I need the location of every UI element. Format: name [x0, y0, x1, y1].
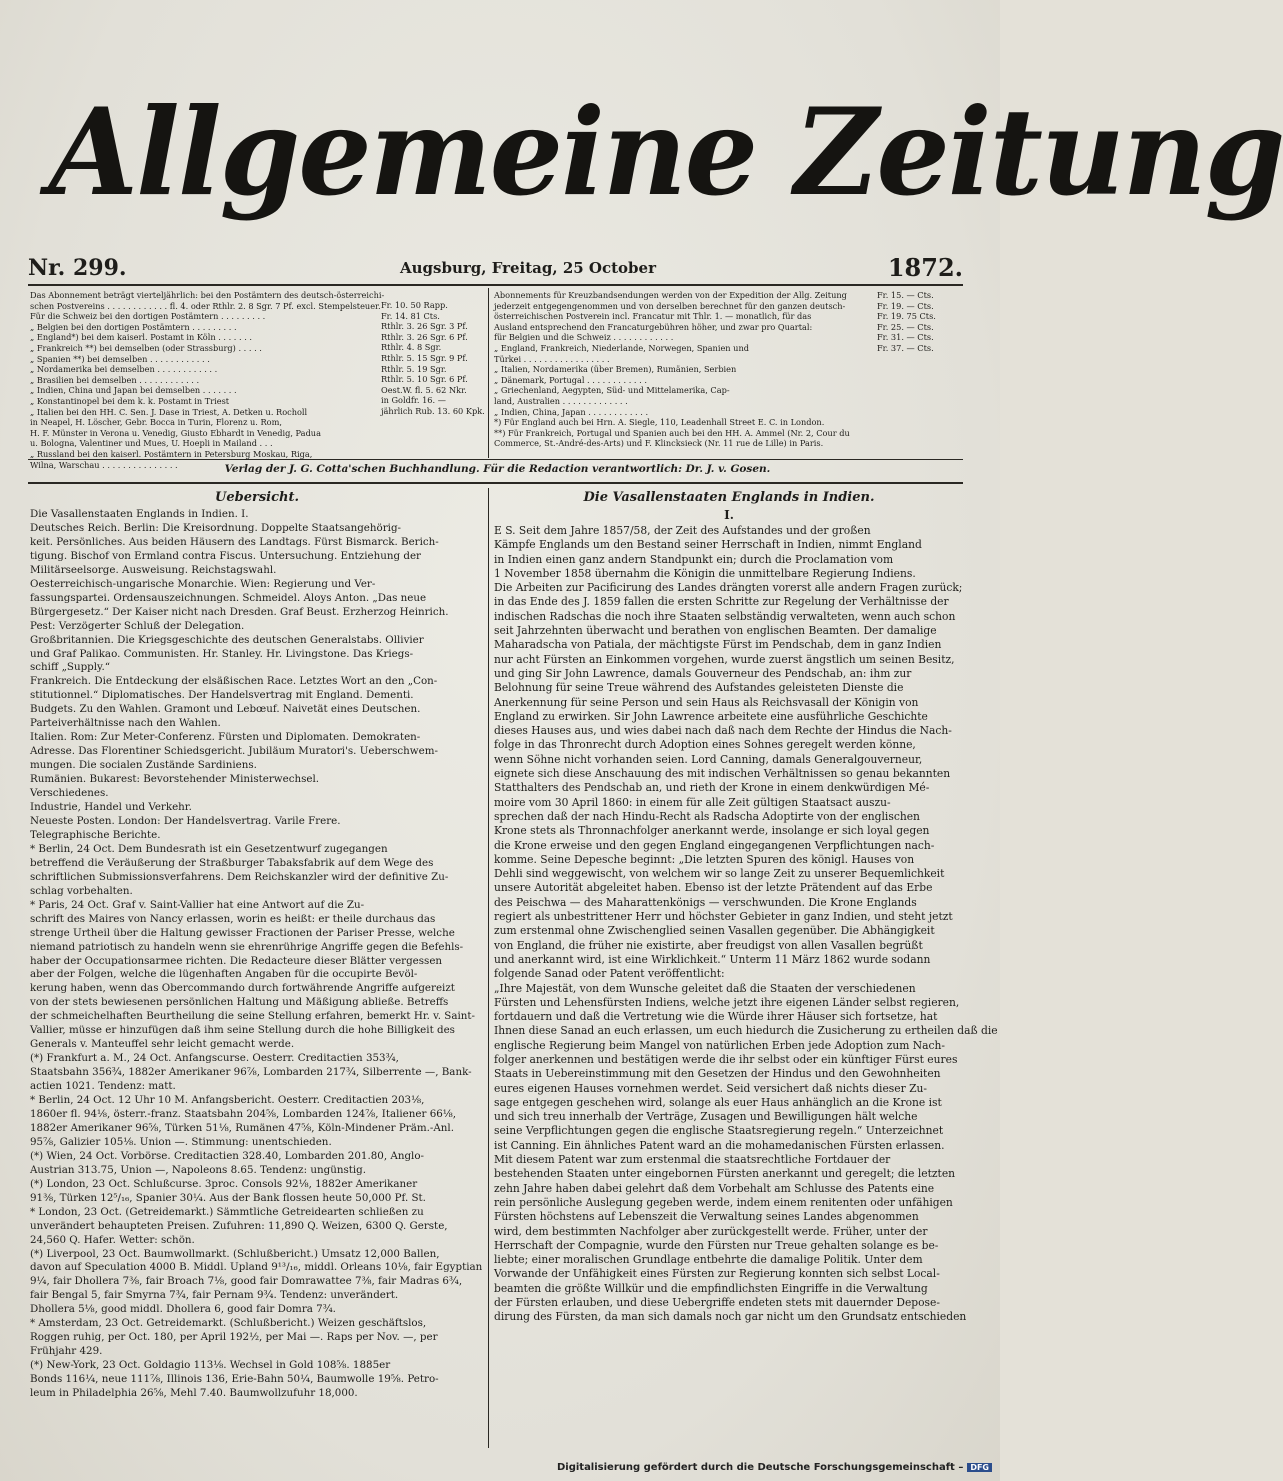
publisher-rule-top: [28, 459, 963, 460]
text-line: Mit diesem Patent war zum erstenmal die staatsrechtliche Fortdauer der: [494, 1153, 891, 1167]
text-line: Budgets. Zu den Wahlen. Gramont und Lebœuf. Naivetät eines Deutschen.: [30, 703, 421, 716]
dateline-rule: [28, 284, 963, 286]
issue-year: 1872.: [887, 253, 963, 282]
publisher-rule-bottom: [28, 482, 963, 484]
text-line: seit Jahrzehnten überwacht und berathen von englischen Beamten. Der damalige: [494, 624, 937, 638]
issue-number: Nr. 299.: [28, 255, 127, 281]
subscription-rates-right: [494, 290, 876, 460]
price-line: Fr. 10. 50 Rapp.: [381, 300, 448, 310]
text-line: „Ihre Majestät, von dem Wunsche geleitet daß die Staaten der verschiedenen: [494, 981, 916, 995]
text-line: Kämpfe Englands um den Bestand seiner Herrschaft in Indien, nimmt England: [494, 538, 922, 552]
text-line: bestehenden Staaten unter eingebornen Fürsten anerkannt und geregelt; die letzten: [494, 1167, 956, 1181]
text-line: Vorwande der Unfähigkeit eines Fürsten zur Regierung konnten sich selbst Local-: [494, 1267, 940, 1281]
text-line: Rumänien. Bukarest: Bevorstehender Ministerwechsel.: [30, 773, 320, 786]
text-line: unverändert behaupteten Preisen. Zufuhren: 11,890 Q. Weizen, 6300 Q. Gerste,: [30, 1219, 448, 1232]
text-line: * Amsterdam, 23 Oct. Getreidemarkt. (Schlußbericht.) Weizen geschäftslos,: [30, 1317, 427, 1330]
text-line: Parteiverhältnisse nach den Wahlen.: [30, 717, 221, 730]
text-line: dirung des Fürsten, da man sich damals noch gar nicht um den Grundsatz entschieden: [494, 1310, 967, 1324]
text-line: Vallier, müsse er hinzufügen daß ihm seine Stellung durch die hohe Billigkeit des: [30, 1024, 455, 1037]
digitization-footer: [557, 1462, 992, 1473]
subscription-line: Wilna, Warschau . . . . . . . . . . . . . . .: [30, 459, 178, 470]
text-line: folgende Sanad oder Patent veröffentlicht:: [494, 967, 725, 981]
text-line: beamten die größte Willkür und die empfindlichsten Eingriffe in die Verwaltung: [494, 1281, 928, 1295]
price-line: in Goldfr. 16. —: [381, 395, 446, 406]
text-line: 1882er Amerikaner 96⅝, Türken 51⅛, Rumänen 47⅝, Köln-Mindener Präm.-Anl.: [30, 1121, 454, 1134]
text-line: in das Ende des J. 1859 fallen die ersten Schritte zur Regelung der Verhältnisse der: [494, 595, 949, 609]
text-line: (*) Liverpool, 23 Oct. Baumwollmarkt. (Schlußbericht.) Umsatz 12,000 Ballen,: [30, 1247, 440, 1260]
subscription-line: für Belgien und die Schweiz . . . . . . . . . . . .: [494, 332, 674, 343]
text-line: leum in Philadelphia 26⅝, Mehl 7.40. Baumwollzufuhr 18,000.: [30, 1387, 358, 1400]
text-line: 1 November 1858 übernahm die Königin die unmittelbare Regierung Indiens.: [494, 566, 916, 580]
text-line: eignete sich diese Anschauung des mit indischen Verhältnissen so genau bekannten: [494, 767, 951, 781]
text-line: Ihnen diese Sanad an euch erlassen, um euch hiedurch die Zusicherung zu ertheilen daß die: [494, 1024, 998, 1038]
text-line: Dhollera 5⅛, good middl. Dhollera 6, good fair Domra 7¾.: [30, 1303, 336, 1316]
text-line: Frankreich. Die Entdeckung der elsäßischen Race. Letztes Wort an den „Con-: [30, 675, 438, 688]
text-line: Die Vasallenstaaten Englands in Indien. I.: [30, 508, 249, 520]
text-line: liebte; einer moralischen Grundlage entbehrte die damalige Politik. Unter dem: [494, 1253, 923, 1267]
text-line: komme. Seine Depesche beginnt: „Die letzten Spuren des königl. Hauses von: [494, 852, 915, 866]
text-line: die Krone erweise und den gegen England eingegangenen Verpflichtungen nach-: [494, 838, 935, 852]
text-line: Herrschaft der Compagnie, wurde den Fürsten nur Treue gehalten solange es be-: [494, 1238, 939, 1252]
left-column-text: [30, 508, 484, 1401]
text-line: wenn Söhne nicht vorhanden seien. Lord Canning, damals Generalgouverneur,: [494, 752, 923, 766]
text-line: sprechen daß der nach Hindu-Recht als Radscha Adoptirte von der englischen: [494, 809, 920, 823]
text-line: Austrian 313.75, Union —, Napoleons 8.65. Tendenz: ungünstig.: [30, 1163, 367, 1176]
price-line: Rthlr. 5. 15 Sgr. 9 Pf.: [381, 352, 468, 363]
price-line: Rthlr. 5. 19 Sgr.: [381, 363, 447, 374]
text-line: regiert als unbestrittener Herr und höchster Gebieter in ganz Indien, und steht jetzt: [494, 910, 953, 924]
subscription-line: „ England*) bei dem kaiserl. Postamt in Köln . . . . . . .: [30, 332, 253, 343]
subscription-line: Das Abonnement beträgt vierteljährlich: bei den Postämtern des deutsch-österreichi-: [30, 290, 385, 300]
text-line: in Indien einen ganz andern Standpunkt ein; durch die Proclamation vom: [494, 552, 894, 566]
price-line: Fr. 19. — Cts.: [877, 300, 934, 311]
text-line: Militärseelsorge. Ausweisung. Reichstagswahl.: [30, 563, 277, 576]
text-line: Bonds 116¼, neue 111⅞, Illinois 136, Erie-Bahn 50¼, Baumwolle 19⅝. Petro-: [30, 1373, 439, 1386]
text-line: der Fürsten erlauben, und diese Uebergriffe endeten stets mit dauernder Depose-: [494, 1296, 940, 1310]
text-line: 95⅞, Galizier 105⅛. Union —. Stimmung: unentschieden.: [30, 1135, 332, 1148]
text-line: (*) Frankfurt a. M., 24 Oct. Anfangscurse. Oesterr. Creditactien 353¾,: [30, 1052, 399, 1065]
price-line: Rthlr. 5. 10 Sgr. 6 Pf.: [381, 374, 468, 385]
subscription-line: „ Indien, China und Japan bei demselben . . . . . . .: [30, 385, 237, 396]
text-line: * Berlin, 24 Oct. 12 Uhr 10 M. Anfangsbericht. Oesterr. Creditactien 203⅛,: [30, 1094, 425, 1107]
subscription-prices-left: [381, 300, 485, 417]
text-line: Staats in Uebereinstimmung mit den Gesetzen der Hindus und den Gewohnheiten: [494, 1067, 941, 1081]
subscription-line: „ Dänemark, Portugal . . . . . . . . . . . .: [494, 374, 647, 385]
text-line: Maharadscha von Patiala, der mächtigste Fürst im Pendschab, dem in ganz Indien: [494, 638, 942, 652]
subscription-prices-right: [877, 290, 963, 354]
subscription-line: „ Indien, China, Japan . . . . . . . . . . . .: [494, 406, 649, 417]
text-line: kerung haben, wenn das Obercommando durch fortwährende Angriffe aufgereizt: [30, 982, 455, 995]
text-line: Die Arbeiten zur Pacificirung des Landes drängten vorerst alle andern Fragen zurück;: [494, 581, 963, 595]
text-line: von der stets bewiesenen persönlichen Haltung und Mäßigung abließe. Betreffs: [30, 996, 449, 1009]
price-line: Rthlr. 3. 26 Sgr. 6 Pf.: [381, 331, 468, 342]
subscription-line: Türkei . . . . . . . . . . . . . . . . .: [494, 353, 610, 364]
text-line: haber der Occupationsarmee richten. Die Redacteure dieser Blätter vergessen: [30, 954, 443, 967]
text-line: Telegraphische Berichte.: [30, 828, 161, 841]
subscription-line: „ Brasilien bei demselben . . . . . . . . . . . .: [30, 374, 200, 385]
text-line: Neueste Posten. London: Der Handelsvertrag. Varile Frere.: [30, 814, 341, 827]
column-divider: [488, 488, 489, 1448]
text-line: Bürgergesetz.“ Der Kaiser nicht nach Dresden. Graf Beust. Erzherzog Heinrich.: [30, 605, 449, 618]
text-line: Fürsten und Lehensfürsten Indiens, welche jetzt ihre eigenen Länder selbst regieren,: [494, 995, 960, 1009]
text-line: Italien. Rom: Zur Meter-Conferenz. Fürsten und Diplomaten. Demokraten-: [30, 731, 421, 744]
overview-heading: Uebersicht.: [215, 490, 299, 505]
text-line: * London, 23 Oct. (Getreidemarkt.) Sämmtliche Getreidearten schließen zu: [30, 1205, 424, 1218]
text-line: und Graf Palikao. Communisten. Hr. Stanley. Hr. Livingstone. Das Kriegs-: [30, 647, 414, 660]
text-line: actien 1021. Tendenz: matt.: [30, 1080, 176, 1093]
text-line: zum erstenmal ohne Zwischenglied seinen Vasallen gegenüber. Die Abhängigkeit: [494, 924, 935, 938]
text-line: Generals v. Manteuffel sehr leicht gemacht werde.: [30, 1038, 295, 1051]
text-line: rein persönliche Auslegung gegeben werde, indem einem renitenten oder unfähigen: [494, 1195, 953, 1209]
text-line: Frühjahr 429.: [30, 1345, 103, 1358]
text-line: E S. Seit dem Jahre 1857/58, der Zeit des Aufstandes und der großen: [494, 524, 871, 537]
price-line: Fr. 19. 75 Cts.: [877, 311, 936, 322]
footer-text: Digitalisierung gefördert durch die Deutsche Forschungsgemeinschaft –: [556, 1462, 964, 1473]
text-line: * Paris, 24 Oct. Graf v. Saint-Vallier hat eine Antwort auf die Zu-: [30, 898, 365, 911]
right-column: [494, 488, 998, 1458]
text-line: Dehli sind weggewischt, von welchem wir so lange Zeit zu unserer Bequemlichkeit: [494, 867, 945, 881]
text-line: (*) New-York, 23 Oct. Goldagio 113⅛. Wechsel in Gold 108⅝. 1885er: [30, 1359, 391, 1372]
text-line: und anerkannt wird, ist eine Wirklichkeit.“ Unterm 11 März 1862 wurde sodann: [494, 952, 931, 966]
text-line: Fürsten höchstens auf Lebenszeit die Verwaltung seines Landes abgenommen: [494, 1210, 919, 1224]
subscription-line: „ Belgien bei den dortigen Postämtern . . . . . . . . .: [30, 321, 237, 332]
price-line: Fr. 37. — Cts.: [877, 342, 934, 353]
text-line: der schmeichelhaften Beurtheilung die seine Stellung erfahren, bemerkt Hr. v. Saint-: [30, 1010, 476, 1023]
dfg-logo: DFG: [967, 1463, 992, 1472]
text-line: schrift des Maires von Nancy erlassen, worin es heißt: er theile durchaus das: [30, 912, 436, 925]
subscription-line: *) Für England auch bei Hrn. A. Siegle, 110, Leadenhall Street E. C. in London.: [494, 417, 825, 428]
subscription-line: „ Nordamerika bei demselben . . . . . . . . . . . .: [30, 364, 218, 375]
subscription-line: u. Bologna, Valentiner und Mues, U. Hoepli in Mailand . . .: [30, 438, 273, 449]
subscription-line: **) Für Frankreich, Portugal und Spanien auch bei den HH. A. Ammel (Nr. 2, Cour du: [494, 427, 850, 438]
text-line: des Peischwa — des Maharattenkönigs — verschwunden. Die Krone Englands: [494, 895, 917, 909]
subscription-divider: [488, 288, 489, 458]
subscription-line: österreichischen Postverein incl. Francatur mit Thlr. 1. — monatlich, für das: [494, 311, 812, 322]
price-line: Oest.W. fl. 5. 62 Nkr.: [381, 384, 467, 395]
price-line: Fr. 15. — Cts.: [877, 290, 934, 300]
text-line: schriftlichen Submissionsverfahrens. Dem Reichskanzler wird der definitive Zu-: [30, 870, 449, 883]
text-line: fair Bengal 5, fair Smyrna 7¾, fair Pernam 9¾. Tendenz: unverändert.: [30, 1289, 399, 1302]
text-line: Anerkennung für seine Person und sein Haus als Reichsvasall der Königin von: [494, 695, 919, 709]
text-line: betreffend die Veräußerung der Straßburger Tabaksfabrik auf dem Wege des: [30, 856, 434, 869]
text-line: (*) London, 23 Oct. Schlußcurse. 3proc. Consols 92⅛, 1882er Amerikaner: [30, 1177, 418, 1190]
subscription-line: Ausland entsprechend den Francaturgebühren höher, und zwar pro Quartal:: [494, 321, 813, 332]
subscription-rates-left: [30, 290, 385, 470]
text-line: sage entgegen geschehen wird, solange als euer Haus anhänglich an die Krone ist: [494, 1095, 942, 1109]
subscription-line: „ Konstantinopel bei dem k. k. Postamt in Triest: [30, 395, 230, 406]
text-line: Roggen ruhig, per Oct. 180, per April 192½, per Mai —. Raps per Nov. —, per: [30, 1331, 438, 1344]
issue-place-date: Augsburg, Freitag, 25 October: [400, 259, 656, 277]
left-column: [30, 488, 484, 1458]
text-line: folge in das Thronrecht durch Adoption eines Sohnes geregelt werden könne,: [494, 738, 916, 752]
subscription-line: „ Spanien **) bei demselben . . . . . . . . . . . .: [30, 353, 210, 364]
text-line: * Berlin, 24 Oct. Dem Bundesrath ist ein Gesetzentwurf zugegangen: [30, 842, 388, 855]
subscription-line: „ Italien, Nordamerika (über Bremen), Rumänien, Serbien: [494, 364, 737, 375]
subscription-line: Für die Schweiz bei den dortigen Postämtern . . . . . . . . .: [30, 311, 266, 322]
text-line: englische Regierung beim Mangel von natürlichen Erben jede Adoption zum Nach-: [494, 1038, 946, 1052]
text-line: England zu erwirken. Sir John Lawrence arbeitete eine ausführliche Geschichte: [494, 709, 928, 723]
price-line: Rthlr. 4. 8 Sgr.: [381, 342, 442, 353]
text-line: strenge Urtheil über die Haltung gewisser Fractionen der Pariser Presse, welche: [30, 926, 455, 939]
text-line: ist Canning. Ein ähnliches Patent ward an die mohamedanischen Fürsten erlassen.: [494, 1138, 945, 1152]
text-line: 91⅜, Türken 12⁵/₁₆, Spanier 30¼. Aus der Bank flossen heute 50,000 Pf. St.: [30, 1191, 426, 1204]
subscription-line: „ Russland bei den kaiserl. Postämtern in Petersburg Moskau, Riga,: [30, 448, 313, 459]
subscription-line: Commerce, St.-André-des-Arts) und F. Klincksieck (Nr. 11 rue de Lille) in Paris.: [494, 438, 824, 449]
subscription-line: Abonnements für Kreuzbandsendungen werden von der Expedition der Allg. Zeitung: [494, 290, 847, 300]
text-line: Großbritannien. Die Kriegsgeschichte des deutschen Generalstabs. Ollivier: [30, 633, 424, 646]
text-line: 9¼, fair Dhollera 7⅜, fair Broach 7⅛, good fair Domrawattee 7⅜, fair Madras 6¾,: [30, 1275, 463, 1288]
subscription-line: schen Postvereins . . . . . . . . . . . . fl. 4. oder Rthlr. 2. 8 Sgr. 7 Pf. excl. Stempelsteuer.: [30, 300, 381, 311]
text-line: wird, dem bestimmten Nachfolger aber zurückgestellt werde. Früher, unter der: [494, 1224, 928, 1238]
dateline: [28, 255, 963, 283]
subscription-line: „ England, Frankreich, Niederlande, Norwegen, Spanien und: [494, 342, 749, 353]
subscription-line: jederzeit entgegengenommen und von derselben berechnet für den ganzen deutsch-: [494, 300, 846, 311]
text-line: tigung. Bischof von Ermland contra Fiscus. Untersuchung. Entziehung der: [30, 549, 421, 562]
text-line: Adresse. Das Florentiner Schiedsgericht. Jubiläum Muratori's. Ueberschwem-: [30, 745, 438, 758]
subscription-line: „ Griechenland, Aegypten, Süd- und Mittelamerika, Cap-: [494, 385, 730, 396]
text-line: und ging Sir John Lawrence, damals Gouverneur des Pendschab, an: ihm zur: [494, 666, 912, 680]
text-line: eures eigenen Hauses vornehmen werdet. Seid versichert daß nichts dieser Zu-: [494, 1081, 928, 1095]
text-line: Deutsches Reich. Berlin: Die Kreisordnung. Doppelte Staatsangehörig-: [30, 521, 402, 534]
subscription-line: land, Australien . . . . . . . . . . . . .: [494, 395, 628, 406]
text-line: Verschiedenes.: [30, 787, 109, 800]
text-line: folger anerkennen und bestätigen werde die ihr selbst oder ein künftiger Fürst eures: [494, 1052, 958, 1066]
text-line: Staatsbahn 356¾, 1882er Amerikaner 96⅞, Lombarden 217¾, Silberrente —, Bank-: [30, 1066, 472, 1079]
text-line: nur acht Fürsten an Einkommen vorgehen, wurde zuerst ängstlich um seinen Besitz,: [494, 652, 955, 666]
text-line: und sich treu innerhalb der Verträge, Zusagen und Bewilligungen hält welche: [494, 1110, 918, 1124]
price-line: Rthlr. 3. 26 Sgr. 3 Pf.: [381, 321, 468, 332]
publisher-line: Verlag der J. G. Cotta'schen Buchhandlung. Für die Redaction verantwortlich: Dr. J. v. Gosen.: [224, 463, 771, 475]
masthead-title: Allgemeine Zeitung: [48, 82, 1283, 223]
subscription-line: „ Frankreich **) bei demselben (oder Strassburg) . . . . .: [30, 342, 262, 353]
text-line: aber der Folgen, welche die lügenhaften Angaben für die occupirte Bevöl-: [30, 968, 418, 981]
text-line: mungen. Die socialen Zustände Sardiniens.: [30, 759, 257, 772]
text-line: von England, die früher nie existirte, aber freudigst von allen Vasallen begrüßt: [494, 938, 923, 952]
article-heading: Die Vasallenstaaten Englands in Indien.: [583, 490, 875, 505]
text-line: Oesterreichisch-ungarische Monarchie. Wien: Regierung und Ver-: [30, 577, 376, 590]
price-line: jährlich Rub. 13. 60 Kpk.: [381, 405, 485, 416]
text-line: seine Verpflichtungen gegen die englische Staatsregierung regeln.“ Unterzeichnet: [494, 1124, 944, 1138]
text-line: davon auf Speculation 4000 B. Middl. Upland 9¹³/₁₆, middl. Orleans 10⅛, fair Egyptian: [30, 1261, 483, 1274]
text-line: zehn Jahre haben dabei gelehrt daß dem Vorbehalt am Schlusse des Patents eine: [494, 1181, 935, 1195]
text-line: schiff „Supply.“: [30, 661, 111, 674]
text-line: fassungspartei. Ordensauszeichnungen. Schmeidel. Aloys Anton. „Das neue: [30, 591, 427, 604]
text-line: 1860er fl. 94⅛, österr.-franz. Staatsbahn 204⅝, Lombarden 124⅞, Italiener 66⅛,: [30, 1107, 457, 1120]
text-line: Krone stets als Thronnachfolger anerkannt werde, insolange er sich loyal gegen: [494, 824, 930, 838]
price-line: Fr. 31. — Cts.: [877, 332, 934, 343]
text-line: (*) Wien, 24 Oct. Vorbörse. Creditactien 328.40, Lombarden 201.80, Anglo-: [30, 1149, 425, 1162]
text-line: 24,560 Q. Hafer. Wetter: schön.: [30, 1233, 195, 1246]
text-line: indischen Radschas die noch ihre Staaten selbständig verwalteten, wenn auch schon: [494, 609, 956, 623]
subscription-line: in Neapel, H. Löscher, Gebr. Bocca in Turin, Florenz u. Rom,: [30, 417, 282, 428]
text-line: keit. Persönliches. Aus beiden Häusern des Landtags. Fürst Bismarck. Berich-: [30, 535, 439, 548]
text-line: moire vom 30 April 1860: in einem für alle Zeit gültigen Staatsact auszu-: [494, 795, 891, 809]
article-part: I.: [724, 508, 734, 522]
text-line: niemand patriotisch zu handeln wenn sie ehrenrührige Angriffe gegen die Befehls-: [30, 940, 464, 953]
price-line: Fr. 25. — Cts.: [877, 321, 934, 332]
text-line: dieses Hauses aus, und wies dabei nach daß nach dem Rechte der Hindus die Nach-: [494, 724, 952, 738]
text-line: Statthalters des Pendschab an, und rieth der Krone in einem denkwürdigen Mé-: [494, 781, 930, 795]
text-line: fortdauern und daß die Vertretung wie die Würde ihrer Häuser sich fortsetze, hat: [494, 1010, 938, 1024]
text-line: unsere Autorität abgeleitet haben. Ebenso ist der letzte Prätendent auf das Erbe: [494, 881, 933, 895]
text-line: Industrie, Handel und Verkehr.: [30, 801, 192, 814]
text-line: Belohnung für seine Treue während des Aufstandes geleisteten Dienste die: [494, 681, 904, 695]
right-column-text: [494, 524, 998, 1325]
price-line: Fr. 14. 81 Cts.: [381, 310, 440, 321]
text-line: schlag vorbehalten.: [30, 884, 133, 897]
subscription-line: H. F. Münster in Verona u. Venedig, Giusto Ebhardt in Venedig, Padua: [30, 427, 321, 438]
text-line: Pest: Verzögerter Schluß der Delegation.: [30, 619, 245, 632]
subscription-line: „ Italien bei den HH. C. Sen. J. Dase in Triest, A. Detken u. Rocholl: [30, 406, 308, 417]
text-line: stitutionnel.“ Diplomatisches. Der Handelsvertrag mit England. Dementi.: [30, 689, 414, 702]
